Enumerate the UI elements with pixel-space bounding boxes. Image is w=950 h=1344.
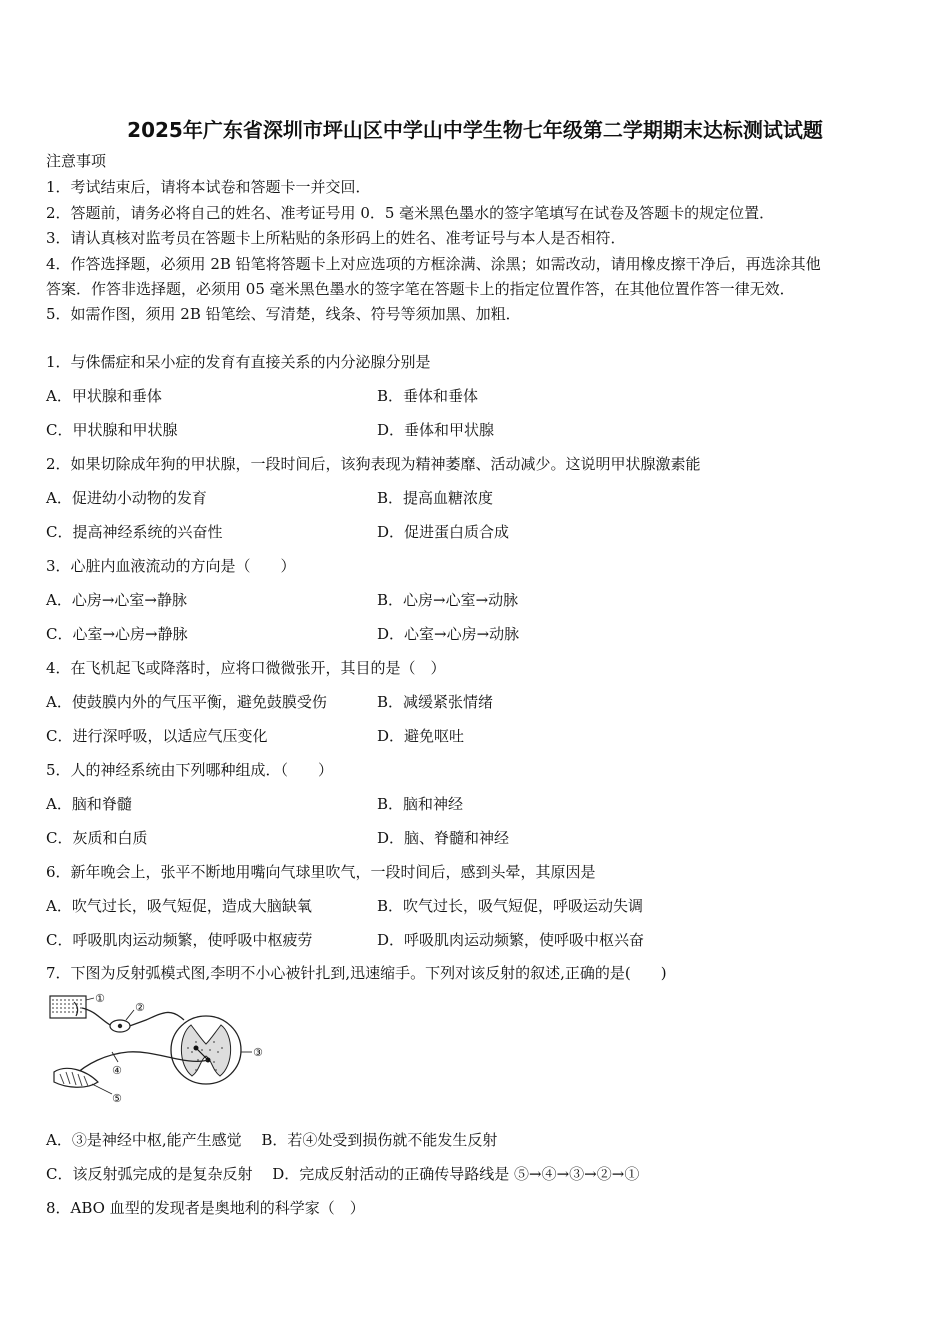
- question-stem: 7．下图为反射弧模式图,李明不小心被针扎到,迅速缩手。下列对该反射的叙述,正确的是( ): [46, 964, 667, 982]
- option-d: D．心室→心房→动脉: [377, 625, 520, 643]
- option-c: C．提高神经系统的兴奋性: [46, 523, 223, 541]
- page-title: 2025年广东省深圳市坪山区中学山中学生物七年级第二学期期末达标测试试题: [127, 118, 823, 142]
- option-a: A．脑和脊髓: [46, 795, 132, 813]
- option-c: C．进行深呼吸，以适应气压变化: [46, 727, 268, 745]
- note-item: 答案．作答非选择题，必须用 05 毫米黑色墨水的签字笔在答题卡上的指定位置作答，在其他位置作答一律无效．: [46, 280, 795, 298]
- ganglion-dot: [118, 1024, 122, 1028]
- note-item: 4．作答选择题，必须用 2B 铅笔将答题卡上对应选项的方框涂满、涂黑；如需改动，请用橡皮擦干净后，再选涂其他: [46, 255, 821, 273]
- option-c: C．甲状腺和甲状腺: [46, 421, 178, 439]
- option-a: A．甲状腺和垂体: [46, 387, 162, 405]
- note-item: 1．考试结束后，请将本试卷和答题卡一并交回．: [46, 178, 371, 196]
- option-c: C．灰质和白质: [46, 829, 148, 847]
- skin-receptor: [50, 996, 86, 1018]
- notes-heading: 注意事项: [46, 152, 107, 170]
- option-d: D．呼吸肌肉运动频繁，使呼吸中枢兴奋: [377, 931, 645, 949]
- option-b: B．吹气过长，吸气短促，呼吸运动失调: [377, 897, 644, 915]
- diagram-label-1: ①: [95, 992, 105, 1005]
- note-item: 5．如需作图，须用 2B 铅笔绘、写清楚，线条、符号等须加黑、加粗．: [46, 305, 521, 323]
- option-b: B．提高血糖浓度: [377, 489, 494, 507]
- diagram-label-5: ⑤: [112, 1092, 122, 1105]
- diagram-label-4: ④: [112, 1064, 122, 1077]
- note-item: 3．请认真核对监考员在答题卡上所粘贴的条形码上的姓名、准考证号与本人是否相符．: [46, 229, 626, 247]
- option-b: B．垂体和垂体: [377, 387, 479, 405]
- option-a: A．吹气过长，吸气短促，造成大脑缺氧: [46, 897, 312, 915]
- spinal-cord: [171, 1016, 241, 1084]
- question-stem: 1．与侏儒症和呆小症的发育有直接关系的内分泌腺分别是: [46, 353, 431, 371]
- option-row-cd: C．该反射弧完成的是复杂反射 D．完成反射活动的正确传导路线是 ⑤→④→③→②→①: [46, 1165, 640, 1183]
- question-stem: 8．ABO 血型的发现者是奥地利的科学家（ ）: [46, 1199, 365, 1217]
- question-stem: 5．人的神经系统由下列哪种组成．（ ）: [46, 761, 334, 779]
- question-stem: 4．在飞机起飞或降落时，应将口微微张开，其目的是（ ）: [46, 659, 446, 677]
- muscle-effector: [54, 1068, 98, 1087]
- diagram-label-2: ②: [135, 1001, 145, 1014]
- question-stem: 3．心脏内血液流动的方向是（ ）: [46, 557, 296, 575]
- option-b: B．心房→心室→动脉: [377, 591, 519, 609]
- option-b: B．脑和神经: [377, 795, 464, 813]
- option-d: D．促进蛋白质合成: [377, 523, 510, 541]
- reflex-arc-diagram: [46, 990, 266, 1105]
- note-item: 2．答题前，请务必将自己的姓名、准考证号用 0．5 毫米黑色墨水的签字笔填写在试卷及答题卡的规定位置．: [46, 204, 775, 222]
- option-d: D．垂体和甲状腺: [377, 421, 495, 439]
- option-d: D．脑、脊髓和神经: [377, 829, 510, 847]
- option-b: B．减缓紧张情绪: [377, 693, 494, 711]
- option-d: D．避免呕吐: [377, 727, 465, 745]
- option-c: C．心室→心房→静脉: [46, 625, 188, 643]
- option-a: A．使鼓膜内外的气压平衡，避免鼓膜受伤: [46, 693, 327, 711]
- option-row-ab: A．③是神经中枢,能产生感觉 B．若④处受到损伤就不能发生反射: [46, 1131, 498, 1149]
- option-c: C．呼吸肌肉运动频繁，使呼吸中枢疲劳: [46, 931, 313, 949]
- option-a: A．促进幼小动物的发育: [46, 489, 207, 507]
- question-stem: 6．新年晚会上，张平不断地用嘴向气球里吹气，一段时间后，感到头晕，其原因是: [46, 863, 596, 881]
- option-a: A．心房→心室→静脉: [46, 591, 187, 609]
- diagram-label-3: ③: [253, 1046, 263, 1059]
- question-stem: 2．如果切除成年狗的甲状腺，一段时间后，该狗表现为精神萎靡、活动减少。这说明甲状腺激素能: [46, 455, 701, 473]
